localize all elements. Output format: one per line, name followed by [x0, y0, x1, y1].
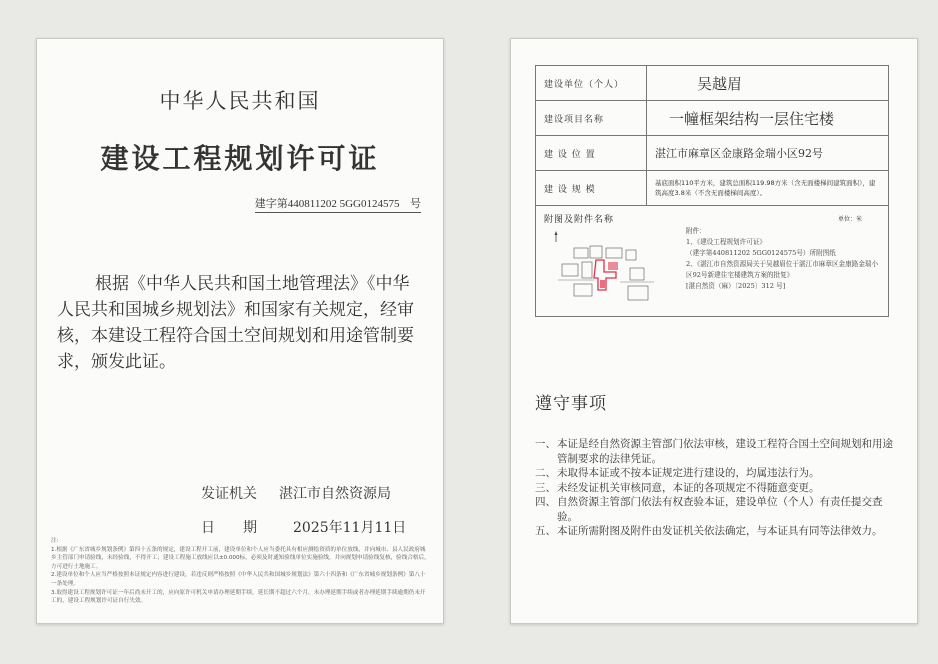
rule-text: 未取得本证或不按本证规定进行建设的，均属违法行为。	[557, 467, 820, 479]
table-row	[536, 206, 889, 317]
note-line: 1.根据《广东省城乡规划条例》第四十五条的规定，建设工程开工前，建设单位和个人应当委托具有相应测绘资质的单位放线，并向城市、县人民政府城乡主管部门申请验线，未经验线，不得开工；建设工程施工放线应以±0.000标，必须及时通知验线单位实施验线，并向规划申请验线复核，验线合格后，方可进行土地施工。	[51, 546, 430, 570]
rule-index: 三、	[535, 481, 556, 494]
unit-label: 单位：米	[837, 216, 862, 223]
table-row	[536, 101, 889, 136]
right-certificate-page	[510, 38, 918, 624]
row-label: 建 设 规 模	[536, 171, 647, 206]
table-row	[536, 136, 889, 171]
site-map-icon	[544, 228, 664, 312]
attachment-line: 1、《建设工程规划许可证》	[686, 238, 767, 246]
row-value: 一幢框架结构一层住宅楼	[647, 101, 889, 136]
issuer-label: 发证机关	[201, 486, 257, 502]
table-row	[536, 171, 889, 206]
issuer-value: 湛江市自然资源局	[279, 486, 391, 502]
row-label: 建设项目名称	[536, 101, 647, 136]
rule-index: 一、	[535, 438, 556, 450]
certificate-title: 建设工程规划许可证	[100, 142, 380, 175]
rule-text: 本证所需附图及附件由发证机关依法确定，与本证具有同等法律效力。	[557, 525, 883, 537]
row-value: 基底面积110平方米，建筑总面积119.98方米（含无面楼梯间建筑面积），建筑高度3.8米（不含无面楼梯间高度）。	[647, 171, 889, 206]
list-item	[535, 524, 899, 539]
issuing-authority	[201, 483, 413, 503]
number-prefix: 建字第	[254, 197, 288, 210]
date-value: 2025年11月11日	[293, 520, 407, 536]
attachment-line: 2、《湛江市自然资源局关于吴越眉位于湛江市麻章区金康路金瑞小区92号新建住宅楼建筑方案的批复》	[686, 260, 879, 279]
rule-index: 二、	[535, 467, 556, 479]
list-item	[535, 437, 899, 466]
row-label: 建设单位（个人）	[536, 66, 647, 101]
note-line: 注:	[51, 538, 59, 544]
table-row	[536, 66, 889, 101]
row-label: 建 设 位 置	[536, 136, 647, 171]
number-suffix: 号	[410, 197, 421, 210]
note-line: 3.取得建设工程规划许可证一年后尚未开工的，应向原许可机关申请办理延期手续，延长期不超过六个月，未办理延期手续或者办理延期手续逾期仍未开工的，建设工程规划许可证自行失效。	[51, 589, 426, 605]
rules-list	[535, 437, 899, 539]
list-item	[535, 466, 899, 481]
rules-heading: 遵守事项	[535, 394, 607, 414]
notes	[51, 537, 431, 606]
attachments-list	[686, 226, 884, 292]
left-certificate-page	[36, 38, 444, 624]
date-label: 日期	[201, 520, 285, 536]
project-info-table	[535, 65, 889, 317]
rule-text: 本证是经自然资源主管部门依法审核，建设工程符合国土空间规划和用途管制要求的法律凭证。	[557, 438, 893, 465]
row-value: 湛江市麻章区金康路金瑞小区92号	[647, 136, 889, 171]
rule-text: 未经发证机关审核同意，本证的各项规定不得随意变更。	[557, 481, 820, 494]
country-name: 中华人民共和国	[159, 89, 321, 113]
note-line: 2.建设单位和个人应当严格按照本证规定内容进行建设，若违反则严格按照《中华人民共和国城乡规划法》第六十四条和《广东省城乡规划条例》第八十一条处理。	[51, 572, 426, 587]
rule-index: 四、	[535, 496, 556, 508]
rule-text: 自然资源主管部门依法有权查验本证，建设单位（个人）有责任提交查验。	[557, 496, 883, 523]
number-value: 440811202 5GG0124575	[287, 198, 400, 210]
attachments-cell	[536, 206, 889, 317]
attachment-line: （建字第440811202 5GG0124575号）所附图纸	[686, 249, 836, 257]
attachments-label: 附图及附件名称	[544, 215, 615, 225]
issue-date	[201, 517, 406, 537]
certificate-number	[255, 195, 421, 213]
attachment-line: 附件：	[686, 227, 706, 235]
row-value: 吴越眉	[647, 66, 889, 101]
rule-index: 五、	[535, 525, 556, 537]
certificate-body: 根据《中华人民共和国土地管理法》《中华人民共和国城乡规划法》和国家有关规定，经审核，本建设工程符合国土空间规划和用途管制要求，颁发此证。	[57, 274, 414, 372]
list-item	[535, 481, 899, 496]
attachment-line: [湛自然资（麻）〔2025〕312 号]	[686, 282, 786, 290]
list-item	[535, 495, 899, 524]
